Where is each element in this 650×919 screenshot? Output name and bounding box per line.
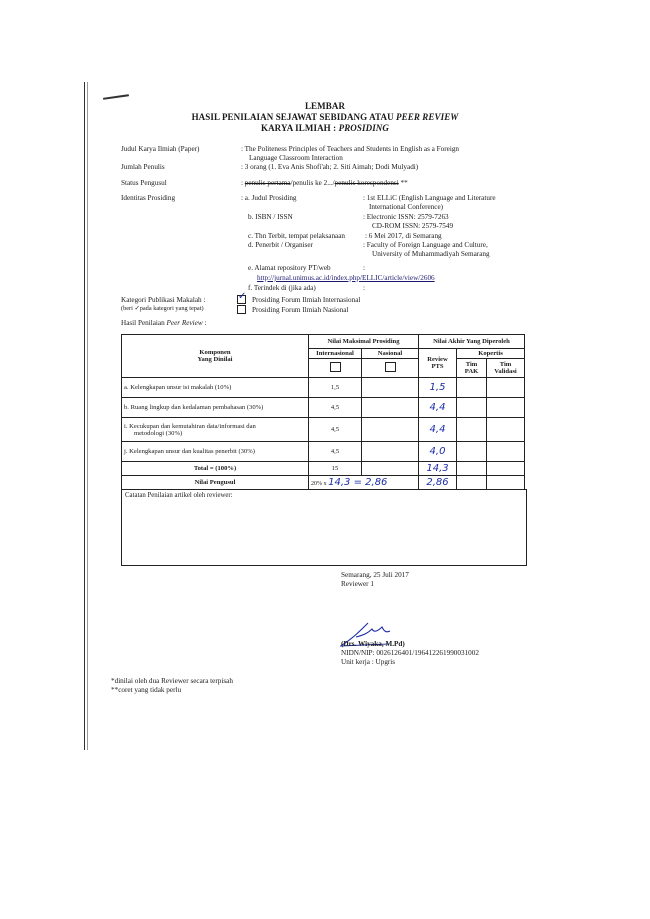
header-subtitle-text: HASIL PENILAIAN SEJAWAT SEBIDANG ATAU bbox=[191, 112, 394, 122]
penerbit-value-1: : Faculty of Foreign Language and Culture, bbox=[363, 241, 488, 249]
hasil-label-italic: Peer Review bbox=[166, 319, 203, 327]
box-nasional[interactable] bbox=[385, 362, 396, 372]
header-subtitle bbox=[0, 112, 650, 122]
judul-prosiding-label: : a. Judul Prosiding bbox=[241, 194, 297, 202]
page-edge bbox=[84, 82, 85, 750]
terindek-label: f. Terindek di (jika ada) bbox=[248, 284, 316, 292]
header-komponen bbox=[122, 335, 309, 378]
row-maks: 4,5 bbox=[309, 398, 362, 418]
judul-prosiding-value-2: International Conference) bbox=[369, 203, 444, 211]
header-nilai-maks: Nilai Maksimal Prosiding bbox=[309, 335, 419, 349]
kategori-label: Kategori Publikasi Makalah : bbox=[121, 296, 206, 304]
opt-nasional-label: Prosiding Forum Ilmiah Nasional bbox=[252, 306, 349, 314]
nilai-calc: 14,3 = 2,86 bbox=[328, 477, 388, 488]
row-nasional bbox=[362, 418, 419, 442]
sign-role: Reviewer 1 bbox=[341, 580, 374, 588]
row-maks: 1,5 bbox=[309, 378, 362, 398]
repository-colon: : bbox=[363, 264, 365, 272]
penerbit-value-2: University of Muhammadiyah Semarang bbox=[372, 250, 490, 258]
row-review: 4,0 bbox=[419, 442, 457, 462]
repository-link[interactable]: http://jurnal.unimus.ac.id/index.php/ELLIC/article/view/2606 bbox=[257, 274, 435, 282]
box-internasional-cell bbox=[309, 359, 362, 378]
pen-mark bbox=[103, 94, 129, 100]
row-nasional bbox=[362, 398, 419, 418]
row-komponen bbox=[122, 418, 309, 442]
penerbit-label: d. Penerbit / Organiser bbox=[248, 241, 313, 249]
row-tim-pak bbox=[457, 378, 487, 398]
checkbox-nasional[interactable] bbox=[237, 305, 246, 314]
total-tim-pak bbox=[457, 462, 487, 476]
row-tim-validasi bbox=[487, 442, 525, 462]
row-maks: 4,5 bbox=[309, 442, 362, 462]
total-nasional bbox=[362, 462, 419, 476]
row-tim-validasi bbox=[487, 418, 525, 442]
row-nasional bbox=[362, 378, 419, 398]
judul-value-1: : The Politeness Principles of Teachers and Students in English as a Foreign bbox=[241, 145, 460, 153]
row-komponen: a. Kelengkapan unsur isi makalah (10%) bbox=[122, 378, 309, 398]
footnote-2: **coret yang tidak perlu bbox=[111, 686, 182, 694]
catatan-label: Catatan Penilaian artikel oleh reviewer: bbox=[125, 492, 233, 499]
hasil-label-colon: : bbox=[202, 319, 207, 327]
header-tim-pak bbox=[457, 359, 487, 378]
row-review: 4,4 bbox=[419, 418, 457, 442]
status-colon: : bbox=[241, 179, 245, 187]
header-review-1: Review bbox=[427, 356, 448, 363]
total-tim-validasi bbox=[487, 462, 525, 476]
nilai-tim-validasi bbox=[487, 476, 525, 490]
nilai-tim-pak bbox=[457, 476, 487, 490]
sign-nidn: NIDN/NIP: 0026126401/196412261990031002 bbox=[341, 649, 479, 657]
row-komponen: b. Ruang lingkup dan kedalaman pembahasan (30%) bbox=[122, 398, 309, 418]
row-nasional bbox=[362, 442, 419, 462]
header-type bbox=[0, 123, 650, 133]
nilai-prefix: 20% x bbox=[311, 481, 327, 487]
table-row bbox=[122, 398, 525, 418]
status-strike-1: penulis pertama bbox=[244, 179, 291, 187]
header-tim-pak-1: Tim bbox=[465, 361, 478, 368]
terindek-colon: : bbox=[363, 284, 365, 292]
status-mid: /penulis ke 2.../ bbox=[290, 179, 335, 187]
status-value bbox=[241, 179, 408, 187]
total-label: Total = (100%) bbox=[122, 462, 309, 476]
check-mark-icon: ✓ bbox=[238, 291, 247, 302]
header-review-2: PTS bbox=[431, 363, 444, 370]
jumlah-value: : 3 orang (1. Eva Anis Shofi'ah; 2. Siti Aimah; Dodi Mulyadi) bbox=[241, 163, 419, 171]
header-tim-val-2: Validasi bbox=[494, 368, 517, 375]
isbn-value-1: : Electronic ISSN: 2579-7263 bbox=[363, 213, 449, 221]
nilai-calc-cell bbox=[309, 476, 419, 490]
total-maks: 15 bbox=[309, 462, 362, 476]
row-tim-validasi bbox=[487, 398, 525, 418]
row-tim-pak bbox=[457, 398, 487, 418]
row-komponen-1: i. Kecukupan dan kemutahiran data/informasi dan bbox=[124, 422, 256, 430]
isbn-label: b. ISBN / ISSN bbox=[248, 213, 293, 221]
row-komponen: j. Kelengkapan unsur dan kualitas penerbit (30%) bbox=[122, 442, 309, 462]
header-review bbox=[419, 349, 457, 378]
page-edge-inner bbox=[87, 82, 88, 750]
total-row bbox=[122, 462, 525, 476]
checkbox-internasional[interactable] bbox=[237, 291, 247, 304]
row-tim-pak bbox=[457, 418, 487, 442]
header-kopertis: Kopertis bbox=[457, 349, 525, 359]
header-tim-validasi bbox=[487, 359, 525, 378]
header-nasional: Nasional bbox=[362, 349, 419, 359]
header-komponen-2: Yang Dinilai bbox=[197, 356, 233, 363]
row-komponen-2: metodologi (30%) bbox=[134, 429, 183, 437]
nilai-review: 2,86 bbox=[419, 476, 457, 490]
box-nasional-cell bbox=[362, 359, 419, 378]
judul-label: Judul Karya Ilmiah (Paper) bbox=[121, 145, 200, 153]
status-tail: ** bbox=[398, 179, 408, 187]
row-tim-pak bbox=[457, 442, 487, 462]
total-review: 14,3 bbox=[419, 462, 457, 476]
judul-value-2: Language Classroom Interaction bbox=[249, 154, 343, 162]
hasil-label bbox=[121, 319, 206, 327]
status-label: Status Pengusul bbox=[121, 179, 167, 187]
judul-prosiding-value-1: : 1st ELLiC (English Language and Literature bbox=[363, 194, 496, 202]
sign-place-date: Semarang, 25 Juli 2017 bbox=[341, 571, 409, 579]
header-nilai-akhir: Nilai Akhir Yang Diperoleh bbox=[419, 335, 525, 349]
row-review: 4,4 bbox=[419, 398, 457, 418]
identitas-label: Identitas Prosiding bbox=[121, 194, 176, 202]
row-maks: 4,5 bbox=[309, 418, 362, 442]
tahun-label: c. Thn Terbit, tempat pelaksanaan bbox=[248, 232, 346, 240]
box-internasional[interactable] bbox=[330, 362, 341, 372]
kategori-hint: (beri ✓pada kategori yang tepat) bbox=[121, 305, 204, 312]
isbn-value-2: CD-ROM ISSN: 2579-7549 bbox=[372, 222, 454, 230]
header-internasional: Internasional bbox=[309, 349, 362, 359]
row-tim-validasi bbox=[487, 378, 525, 398]
repository-label: e. Alamat repository PT/web bbox=[248, 264, 331, 272]
tahun-value: : 6 Mei 2017, di Semarang bbox=[365, 232, 442, 240]
header-title: LEMBAR bbox=[304, 101, 346, 111]
row-review: 1,5 bbox=[419, 378, 457, 398]
nilai-row bbox=[122, 476, 525, 490]
sign-name: (Drs. Wiyaka, M.Pd) bbox=[341, 640, 405, 648]
header-type-value: PROSIDING bbox=[338, 123, 390, 133]
table-row bbox=[122, 442, 525, 462]
review-table bbox=[121, 334, 525, 490]
status-strike-2: penulis korespondensi bbox=[334, 179, 399, 187]
nilai-label: Nilai Pengusul bbox=[122, 476, 309, 490]
header-type-label: KARYA ILMIAH : bbox=[260, 123, 337, 133]
hasil-label-text: Hasil Penilaian bbox=[121, 319, 167, 327]
header-komponen-1: Komponen bbox=[199, 349, 231, 356]
footnote-1: *dinilai oleh dua Reviewer secara terpisah bbox=[111, 677, 233, 685]
opt-internasional-label: Prosiding Forum Ilmiah Internasional bbox=[252, 296, 361, 304]
table-row bbox=[122, 418, 525, 442]
catatan-box[interactable] bbox=[121, 489, 527, 566]
header-subtitle-italic: PEER REVIEW bbox=[396, 112, 459, 122]
sign-unit: Unit kerja : Upgris bbox=[341, 658, 396, 666]
header-tim-val-1: Tim bbox=[499, 361, 512, 368]
header-tim-pak-2: PAK bbox=[464, 368, 479, 375]
table-row bbox=[122, 378, 525, 398]
jumlah-label: Jumlah Penulis bbox=[121, 163, 165, 171]
